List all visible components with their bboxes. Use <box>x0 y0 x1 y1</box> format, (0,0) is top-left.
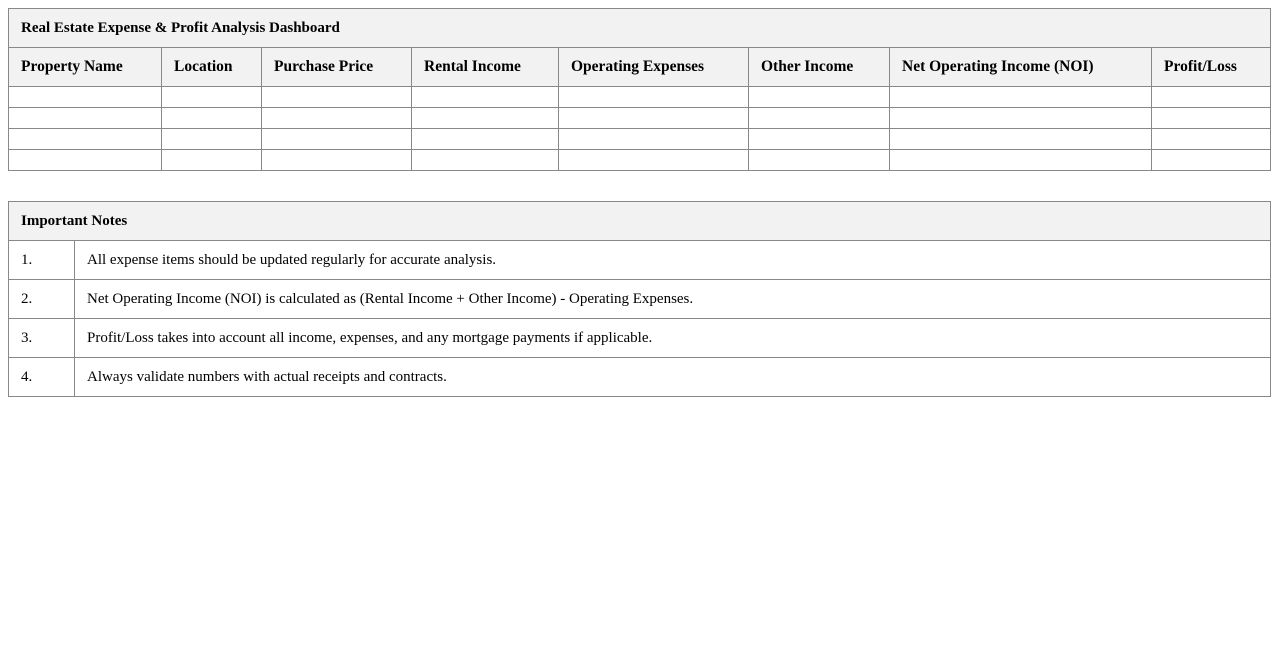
note-number: 3. <box>9 319 75 358</box>
table-cell[interactable] <box>412 150 559 171</box>
table-cell[interactable] <box>890 129 1152 150</box>
column-header-noi: Net Operating Income (NOI) <box>890 48 1152 87</box>
table-row <box>9 129 1271 150</box>
table-cell[interactable] <box>162 87 262 108</box>
note-row <box>9 241 1271 280</box>
table-cell[interactable] <box>749 87 890 108</box>
table-cell[interactable] <box>9 87 162 108</box>
note-number: 2. <box>9 280 75 319</box>
note-row <box>9 319 1271 358</box>
table-cell[interactable] <box>1152 150 1271 171</box>
note-number: 1. <box>9 241 75 280</box>
table-cell[interactable] <box>262 150 412 171</box>
table-cell[interactable] <box>890 150 1152 171</box>
expense-profit-table <box>8 8 1271 171</box>
notes-title-row <box>9 202 1271 241</box>
table-title: Real Estate Expense & Profit Analysis Dashboard <box>9 9 1271 48</box>
document-page <box>8 8 1270 397</box>
table-title-row <box>9 9 1271 48</box>
note-text: Profit/Loss takes into account all income, expenses, and any mortgage payments if applicable. <box>75 319 1271 358</box>
table-header-row <box>9 48 1271 87</box>
table-cell[interactable] <box>559 108 749 129</box>
table-cell[interactable] <box>162 108 262 129</box>
table-cell[interactable] <box>262 108 412 129</box>
table-cell[interactable] <box>749 108 890 129</box>
table-cell[interactable] <box>9 150 162 171</box>
table-cell[interactable] <box>890 108 1152 129</box>
table-cell[interactable] <box>412 108 559 129</box>
note-number: 4. <box>9 358 75 397</box>
table-row <box>9 108 1271 129</box>
note-text: Always validate numbers with actual receipts and contracts. <box>75 358 1271 397</box>
table-row <box>9 87 1271 108</box>
table-cell[interactable] <box>559 129 749 150</box>
table-cell[interactable] <box>162 129 262 150</box>
table-row <box>9 150 1271 171</box>
column-header-profit-loss: Profit/Loss <box>1152 48 1271 87</box>
table-cell[interactable] <box>559 87 749 108</box>
column-header-purchase-price: Purchase Price <box>262 48 412 87</box>
note-text: Net Operating Income (NOI) is calculated as (Rental Income + Other Income) - Operating Expenses. <box>75 280 1271 319</box>
table-cell[interactable] <box>9 129 162 150</box>
column-header-location: Location <box>162 48 262 87</box>
table-cell[interactable] <box>559 150 749 171</box>
table-cell[interactable] <box>162 150 262 171</box>
notes-title: Important Notes <box>9 202 1271 241</box>
table-cell[interactable] <box>412 129 559 150</box>
important-notes-table <box>8 201 1271 397</box>
note-row <box>9 280 1271 319</box>
column-header-property-name: Property Name <box>9 48 162 87</box>
table-cell[interactable] <box>749 150 890 171</box>
column-header-other-income: Other Income <box>749 48 890 87</box>
table-cell[interactable] <box>749 129 890 150</box>
table-cell[interactable] <box>890 87 1152 108</box>
table-cell[interactable] <box>412 87 559 108</box>
column-header-rental-income: Rental Income <box>412 48 559 87</box>
note-text: All expense items should be updated regularly for accurate analysis. <box>75 241 1271 280</box>
note-row <box>9 358 1271 397</box>
table-cell[interactable] <box>1152 87 1271 108</box>
column-header-operating-expenses: Operating Expenses <box>559 48 749 87</box>
table-cell[interactable] <box>262 87 412 108</box>
table-cell[interactable] <box>262 129 412 150</box>
table-cell[interactable] <box>9 108 162 129</box>
table-cell[interactable] <box>1152 108 1271 129</box>
table-cell[interactable] <box>1152 129 1271 150</box>
